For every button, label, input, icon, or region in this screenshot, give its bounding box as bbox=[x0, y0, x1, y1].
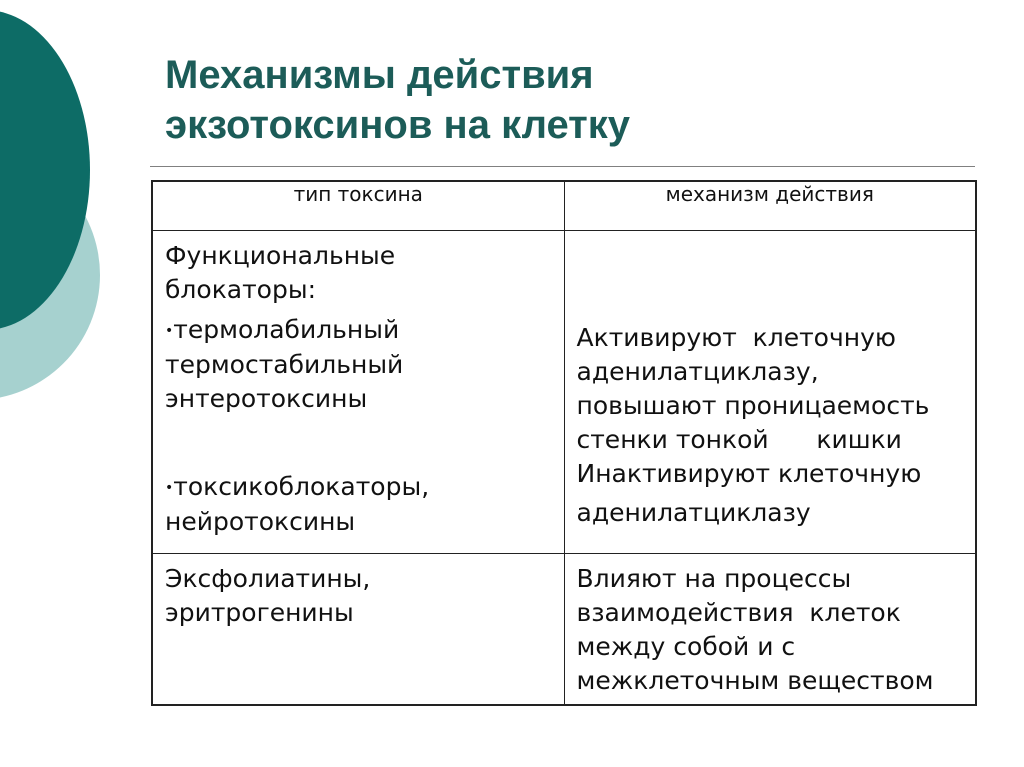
mechanism-line: аденилатциклазу bbox=[576, 498, 811, 527]
type-line: блокаторы: bbox=[165, 275, 317, 304]
slide-title-line-1: Механизмы действия bbox=[165, 53, 594, 97]
bullet-icon: • bbox=[165, 480, 174, 496]
bullet-icon: • bbox=[165, 323, 174, 339]
mechanism-line: Активируют клеточную bbox=[576, 323, 896, 352]
slide-title bbox=[165, 50, 965, 150]
cell-toxin-type bbox=[152, 554, 564, 706]
cell-toxin-type bbox=[152, 231, 564, 554]
cell-mechanism bbox=[564, 231, 976, 554]
title-divider bbox=[150, 166, 975, 167]
mechanism-line: Влияют на процессы bbox=[576, 564, 852, 593]
header-mechanism: механизм действия bbox=[564, 181, 976, 231]
mechanism-line: повышают проницаемость bbox=[576, 391, 930, 420]
type-line-bulleted bbox=[165, 470, 554, 505]
toxin-mechanism-table bbox=[151, 180, 977, 706]
type-line-bulleted bbox=[165, 313, 554, 348]
type-line: энтеротоксины bbox=[165, 384, 368, 413]
type-line: нейротоксины bbox=[165, 507, 356, 536]
type-line: токсикоблокаторы, bbox=[173, 472, 430, 501]
table-row bbox=[152, 554, 976, 706]
mechanism-line: стенки тонкой кишки bbox=[576, 425, 902, 454]
header-toxin-type: тип токсина bbox=[152, 181, 564, 231]
type-line: Функциональные bbox=[165, 241, 396, 270]
mechanism-line: Инактивируют клеточную bbox=[576, 459, 922, 488]
type-line: Эксфолиатины, bbox=[165, 564, 371, 593]
type-line: термолабильный bbox=[173, 315, 400, 344]
table-row bbox=[152, 231, 976, 554]
mechanism-line: межклеточным веществом bbox=[576, 666, 934, 695]
mechanism-line: между собой и с bbox=[576, 632, 796, 661]
mechanism-line: взаимодействия клеток bbox=[576, 598, 901, 627]
mechanism-line: аденилатциклазу, bbox=[576, 357, 819, 386]
table-header-row bbox=[152, 181, 976, 231]
cell-mechanism bbox=[564, 554, 976, 706]
type-line: термостабильный bbox=[165, 350, 404, 379]
slide-title-line-2: экзотоксинов на клетку bbox=[165, 103, 631, 147]
type-line: эритрогенины bbox=[165, 598, 354, 627]
